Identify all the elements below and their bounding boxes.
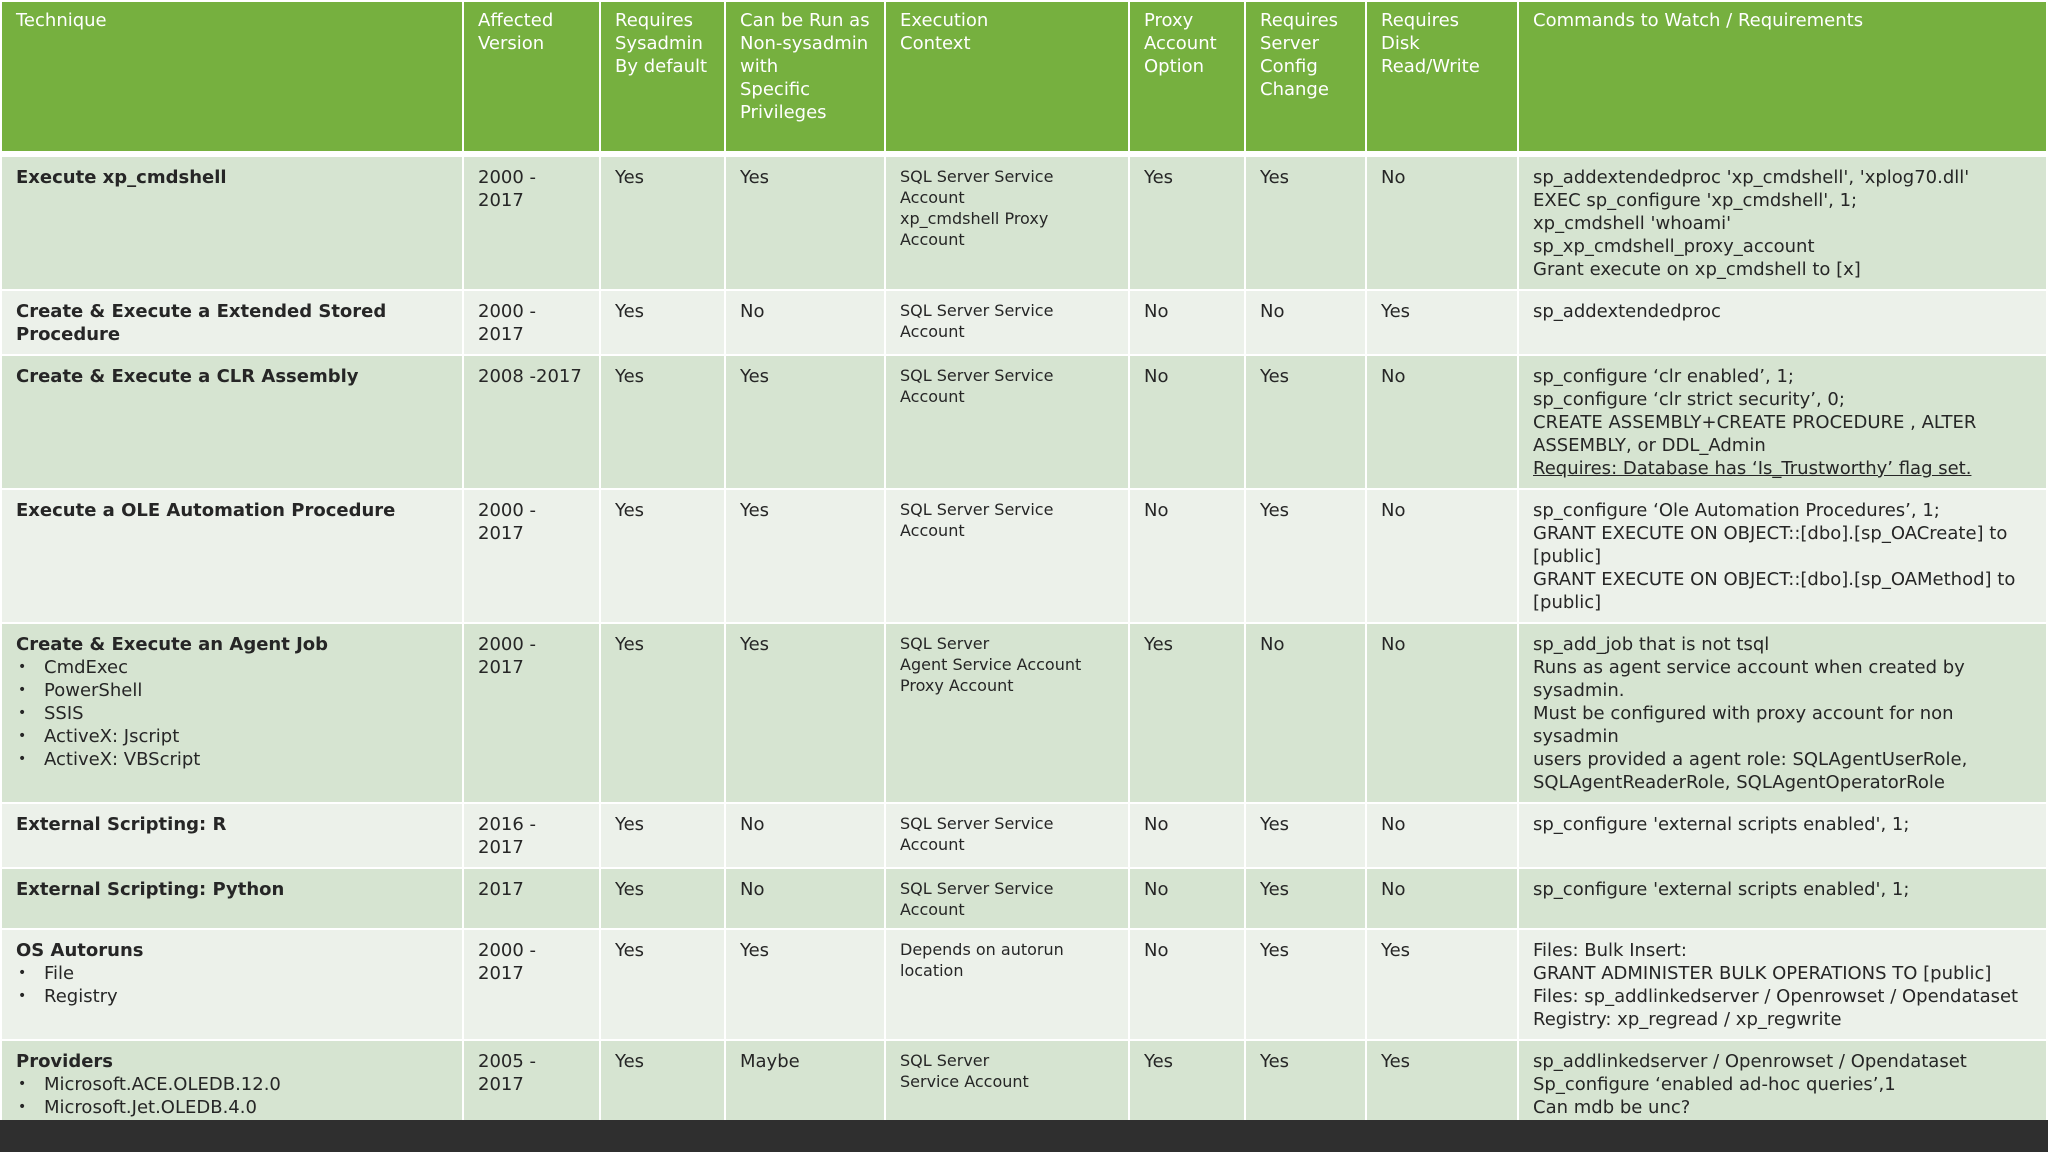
list-item: • Registry xyxy=(16,985,448,1008)
context-line: Depends on autorun xyxy=(900,940,1064,959)
technique-cell xyxy=(1,290,463,355)
command-line: Registry: xp_regread / xp_regwrite xyxy=(1533,1009,1842,1030)
server-config-change-cell: Yes xyxy=(1245,868,1366,929)
header-text-line: Privileges xyxy=(740,102,827,123)
technique-variants-list xyxy=(16,656,448,771)
list-item: • PowerShell xyxy=(16,679,448,702)
technique-name: Create & Execute a CLR Assembly xyxy=(16,366,359,387)
context-line: SQL Server Service Account xyxy=(900,814,1054,854)
command-line: xp_cmdshell 'whoami' xyxy=(1533,213,1732,234)
execution-context-cell xyxy=(885,154,1129,290)
header-disk-rw xyxy=(1366,1,1518,154)
footer-bar xyxy=(0,1120,2048,1152)
execution-context-cell xyxy=(885,489,1129,623)
header-text-line: Requires xyxy=(615,10,694,31)
command-line: GRANT EXECUTE ON OBJECT::[dbo].[sp_OAMethod] to xyxy=(1533,569,2016,590)
technique-name: External Scripting: R xyxy=(16,814,227,835)
command-line: GRANT EXECUTE ON OBJECT::[dbo].[sp_OACreate] to xyxy=(1533,523,2008,544)
requires-sysadmin-cell: Yes xyxy=(600,355,725,489)
affected-version-cell: 2005 - 2017 xyxy=(463,1040,600,1128)
header-text-line: Can be Run as xyxy=(740,10,870,31)
header-text-line: with xyxy=(740,56,779,77)
context-line: Service Account xyxy=(900,1072,1029,1091)
table-row xyxy=(1,929,2047,1040)
disk-read-write-cell: No xyxy=(1366,623,1518,803)
technique-name: Execute a OLE Automation Procedure xyxy=(16,500,396,521)
commands-cell xyxy=(1518,623,2047,803)
proxy-account-cell: No xyxy=(1129,868,1245,929)
non-sysadmin-cell: Yes xyxy=(725,929,885,1040)
requirement-note: Requires: Database has ‘Is_Trustworthy’ flag set. xyxy=(1533,458,1972,479)
server-config-change-cell: Yes xyxy=(1245,803,1366,868)
proxy-account-cell: Yes xyxy=(1129,623,1245,803)
requires-sysadmin-cell: Yes xyxy=(600,623,725,803)
server-config-change-cell: Yes xyxy=(1245,355,1366,489)
command-line: Must be configured with proxy account for non sysadmin xyxy=(1533,703,1954,747)
non-sysadmin-cell: Yes xyxy=(725,623,885,803)
requires-sysadmin-cell: Yes xyxy=(600,868,725,929)
command-line: Can mdb be unc? xyxy=(1533,1097,1691,1118)
requires-sysadmin-cell: Yes xyxy=(600,803,725,868)
header-requires-sysadmin xyxy=(600,1,725,154)
affected-version-cell: 2016 - 2017 xyxy=(463,803,600,868)
technique-name: OS Autoruns xyxy=(16,940,144,961)
header-affected-version xyxy=(463,1,600,154)
list-item: • File xyxy=(16,962,448,985)
header-text-line: Account xyxy=(1144,33,1217,54)
affected-version-cell: 2000 - 2017 xyxy=(463,929,600,1040)
commands-cell xyxy=(1518,1040,2047,1128)
header-text-line: Disk xyxy=(1381,33,1420,54)
commands-cell xyxy=(1518,489,2047,623)
affected-version-cell: 2017 xyxy=(463,868,600,929)
technique-name: Create & Execute an Agent Job xyxy=(16,634,329,655)
disk-read-write-cell: Yes xyxy=(1366,1040,1518,1128)
commands-cell xyxy=(1518,154,2047,290)
requires-sysadmin-cell: Yes xyxy=(600,290,725,355)
context-line: SQL Server xyxy=(900,634,990,653)
non-sysadmin-cell: Maybe xyxy=(725,1040,885,1128)
execution-context-cell xyxy=(885,1040,1129,1128)
header-server-config xyxy=(1245,1,1366,154)
non-sysadmin-cell: No xyxy=(725,803,885,868)
table-row xyxy=(1,290,2047,355)
header-text-line: Sysadmin xyxy=(615,33,703,54)
command-line: Files: sp_addlinkedserver / Openrowset / Opendataset xyxy=(1533,986,2019,1007)
header-text-line: Commands to Watch / Requirements xyxy=(1533,10,1864,31)
command-line: sp_addextendedproc 'xp_cmdshell', 'xplog70.dll' xyxy=(1533,167,1970,188)
server-config-change-cell: No xyxy=(1245,623,1366,803)
header-text-line: Affected xyxy=(478,10,554,31)
list-item: • ActiveX: VBScript xyxy=(16,748,448,771)
command-line: Files: Bulk Insert: xyxy=(1533,940,1687,961)
header-text-line: Version xyxy=(478,33,545,54)
command-line: sp_xp_cmdshell_proxy_account xyxy=(1533,236,1815,257)
commands-cell xyxy=(1518,868,2047,929)
technique-cell xyxy=(1,623,463,803)
header-text-line: Config xyxy=(1260,56,1318,77)
command-line: Grant execute on xp_cmdshell to [x] xyxy=(1533,259,1861,280)
context-line: Proxy Account xyxy=(900,676,1014,695)
command-line: ASSEMBLY, or DDL_Admin xyxy=(1533,435,1766,456)
command-line: sp_configure ‘clr enabled’, 1; xyxy=(1533,366,1794,387)
server-config-change-cell: Yes xyxy=(1245,154,1366,290)
proxy-account-cell: No xyxy=(1129,355,1245,489)
proxy-account-cell: No xyxy=(1129,803,1245,868)
header-text-line: Change xyxy=(1260,79,1329,100)
technique-cell xyxy=(1,868,463,929)
proxy-account-cell: No xyxy=(1129,489,1245,623)
command-line: sp_configure ‘Ole Automation Procedures’, 1; xyxy=(1533,500,1940,521)
disk-read-write-cell: No xyxy=(1366,489,1518,623)
commands-cell xyxy=(1518,803,2047,868)
list-item: • ActiveX: Jscript xyxy=(16,725,448,748)
header-text-line: Specific xyxy=(740,79,811,100)
header-technique xyxy=(1,1,463,154)
context-line: SQL Server Service Account xyxy=(900,879,1054,919)
execution-context-cell xyxy=(885,290,1129,355)
server-config-change-cell: No xyxy=(1245,290,1366,355)
header-non-sysadmin xyxy=(725,1,885,154)
list-item: • CmdExec xyxy=(16,656,448,679)
technique-cell xyxy=(1,1040,463,1128)
execution-context-cell xyxy=(885,803,1129,868)
technique-name: Providers xyxy=(16,1051,114,1072)
proxy-account-cell: No xyxy=(1129,929,1245,1040)
server-config-change-cell: Yes xyxy=(1245,489,1366,623)
header-text-line: Execution xyxy=(900,10,989,31)
affected-version-cell: 2000 - 2017 xyxy=(463,154,600,290)
context-line: SQL Server Service Account xyxy=(900,366,1054,406)
table-row xyxy=(1,355,2047,489)
table-row xyxy=(1,154,2047,290)
command-line: [public] xyxy=(1533,546,1602,567)
commands-cell xyxy=(1518,290,2047,355)
header-row xyxy=(1,1,2047,154)
table-row xyxy=(1,803,2047,868)
non-sysadmin-cell: Yes xyxy=(725,489,885,623)
command-line: users provided a agent role: SQLAgentUserRole, xyxy=(1533,749,1968,770)
table-row xyxy=(1,1040,2047,1128)
command-line: SQLAgentReaderRole, SQLAgentOperatorRole xyxy=(1533,772,1945,793)
context-line: SQL Server Service Account xyxy=(900,167,1054,207)
header-text-line: Requires xyxy=(1260,10,1339,31)
table-row xyxy=(1,623,2047,803)
header-text-line: Context xyxy=(900,33,971,54)
context-line: SQL Server Service Account xyxy=(900,301,1054,341)
requires-sysadmin-cell: Yes xyxy=(600,489,725,623)
technique-name: Create & Execute a Extended Stored Procedure xyxy=(16,301,387,345)
disk-read-write-cell: No xyxy=(1366,803,1518,868)
proxy-account-cell: No xyxy=(1129,290,1245,355)
technique-variants-list xyxy=(16,962,448,1008)
header-text-line: Option xyxy=(1144,56,1205,77)
command-line: CREATE ASSEMBLY+CREATE PROCEDURE , ALTER xyxy=(1533,412,1977,433)
commands-cell xyxy=(1518,355,2047,489)
disk-read-write-cell: No xyxy=(1366,355,1518,489)
non-sysadmin-cell: No xyxy=(725,290,885,355)
header-text-line: By default xyxy=(615,56,708,77)
command-line: sp_configure 'external scripts enabled', 1; xyxy=(1533,879,1910,900)
requires-sysadmin-cell: Yes xyxy=(600,154,725,290)
technique-cell xyxy=(1,489,463,623)
affected-version-cell: 2008 -2017 xyxy=(463,355,600,489)
list-item: • SSIS xyxy=(16,702,448,725)
context-line: Agent Service Account xyxy=(900,655,1082,674)
non-sysadmin-cell: No xyxy=(725,868,885,929)
header-text-line: Proxy xyxy=(1144,10,1194,31)
header-text-line: Requires xyxy=(1381,10,1460,31)
table-row xyxy=(1,489,2047,623)
command-line: sp_addlinkedserver / Openrowset / Opendataset xyxy=(1533,1051,1967,1072)
header-text-line: Non-sysadmin xyxy=(740,33,869,54)
command-line: [public] xyxy=(1533,592,1602,613)
context-line: location xyxy=(900,961,964,980)
command-line: Runs as agent service account when created by sysadmin. xyxy=(1533,657,1965,701)
technique-cell xyxy=(1,154,463,290)
command-line: sp_addextendedproc xyxy=(1533,301,1721,322)
header-execution-context xyxy=(885,1,1129,154)
affected-version-cell: 2000 - 2017 xyxy=(463,623,600,803)
server-config-change-cell: Yes xyxy=(1245,1040,1366,1128)
command-line: GRANT ADMINISTER BULK OPERATIONS TO [public] xyxy=(1533,963,1992,984)
non-sysadmin-cell: Yes xyxy=(725,154,885,290)
proxy-account-cell: Yes xyxy=(1129,154,1245,290)
table-row xyxy=(1,868,2047,929)
execution-context-cell xyxy=(885,623,1129,803)
header-proxy-account xyxy=(1129,1,1245,154)
command-line: Sp_configure ‘enabled ad-hoc queries’,1 xyxy=(1533,1074,1896,1095)
list-item: • Microsoft.Jet.OLEDB.4.0 xyxy=(16,1096,448,1119)
command-line: sp_configure 'external scripts enabled', 1; xyxy=(1533,814,1910,835)
execution-context-cell xyxy=(885,355,1129,489)
header-commands xyxy=(1518,1,2047,154)
disk-read-write-cell: Yes xyxy=(1366,929,1518,1040)
header-text-line: Technique xyxy=(16,10,107,31)
affected-version-cell: 2000 - 2017 xyxy=(463,489,600,623)
technique-cell xyxy=(1,803,463,868)
requires-sysadmin-cell: Yes xyxy=(600,1040,725,1128)
command-line: sp_add_job that is not tsql xyxy=(1533,634,1770,655)
commands-cell xyxy=(1518,929,2047,1040)
command-line: sp_configure ‘clr strict security’, 0; xyxy=(1533,389,1845,410)
disk-read-write-cell: No xyxy=(1366,154,1518,290)
command-line: EXEC sp_configure 'xp_cmdshell', 1; xyxy=(1533,190,1858,211)
context-line: xp_cmdshell Proxy Account xyxy=(900,209,1049,249)
requires-sysadmin-cell: Yes xyxy=(600,929,725,1040)
technique-name: Execute xp_cmdshell xyxy=(16,167,227,188)
non-sysadmin-cell: Yes xyxy=(725,355,885,489)
context-line: SQL Server Service Account xyxy=(900,500,1054,540)
header-text-line: Read/Write xyxy=(1381,56,1480,77)
context-line: SQL Server xyxy=(900,1051,990,1070)
proxy-account-cell: Yes xyxy=(1129,1040,1245,1128)
affected-version-cell: 2000 - 2017 xyxy=(463,290,600,355)
server-config-change-cell: Yes xyxy=(1245,929,1366,1040)
list-item: • Microsoft.ACE.OLEDB.12.0 xyxy=(16,1073,448,1096)
disk-read-write-cell: Yes xyxy=(1366,290,1518,355)
technique-variants-list xyxy=(16,1073,448,1119)
header-text-line: Server xyxy=(1260,33,1320,54)
technique-name: External Scripting: Python xyxy=(16,879,285,900)
technique-cell xyxy=(1,355,463,489)
execution-context-cell xyxy=(885,929,1129,1040)
execution-context-cell xyxy=(885,868,1129,929)
disk-read-write-cell: No xyxy=(1366,868,1518,929)
technique-cell xyxy=(1,929,463,1040)
table-body xyxy=(1,154,2047,1128)
